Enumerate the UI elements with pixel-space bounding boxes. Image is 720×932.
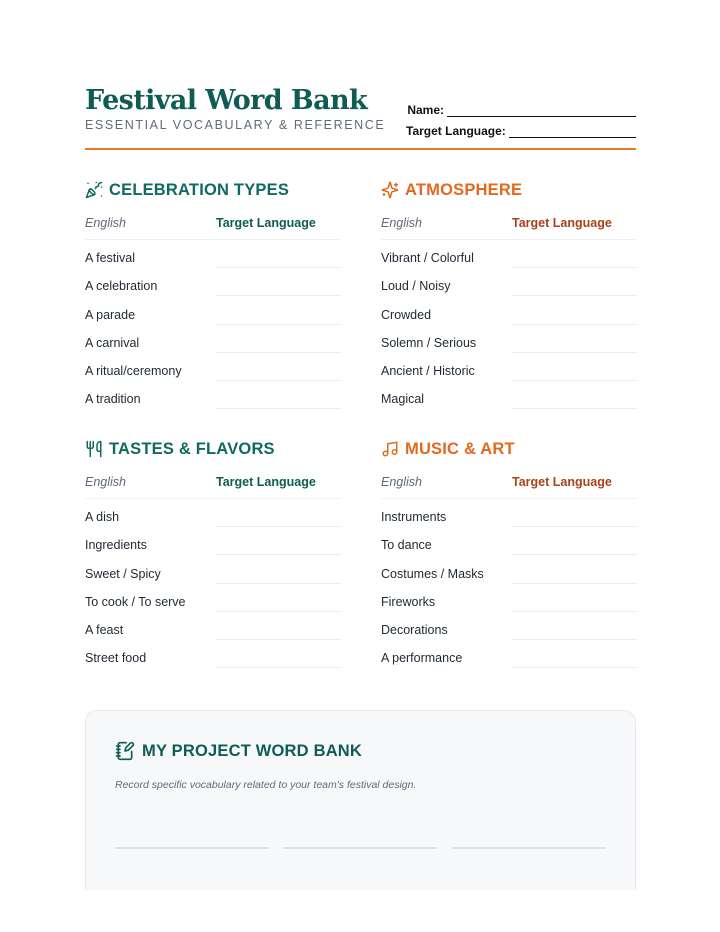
- word-row: [381, 612, 637, 640]
- translation-blank[interactable]: [216, 584, 341, 612]
- word: Ancient / Historic: [381, 363, 475, 378]
- word-row: [381, 555, 637, 583]
- project-word-bank-panel: [85, 710, 636, 910]
- project-description: Record specific vocabulary related to your team's festival design.: [115, 779, 417, 791]
- translation-blank[interactable]: [512, 499, 637, 527]
- word: Solemn / Serious: [381, 335, 477, 350]
- word-row: [85, 527, 341, 555]
- name-input-line[interactable]: [447, 104, 636, 117]
- word: Loud / Noisy: [381, 279, 451, 294]
- word-row: [381, 527, 637, 555]
- project-entry-line[interactable]: [115, 847, 269, 849]
- word: Street food: [85, 651, 147, 666]
- word-row: [381, 353, 637, 381]
- translation-blank[interactable]: [216, 612, 341, 640]
- column-english: English: [381, 216, 422, 230]
- translation-blank[interactable]: [216, 527, 341, 555]
- word: To cook / To serve: [85, 594, 186, 609]
- word: Ingredients: [85, 538, 147, 553]
- translation-blank[interactable]: [216, 240, 341, 268]
- page-title: Festival Word Bank: [85, 85, 368, 116]
- music-note-icon: [381, 440, 399, 458]
- word-row: [85, 499, 341, 527]
- word: Crowded: [381, 307, 432, 322]
- translation-blank[interactable]: [512, 612, 637, 640]
- translation-blank[interactable]: [216, 640, 341, 668]
- page-subtitle: ESSENTIAL VOCABULARY & REFERENCE: [85, 118, 386, 132]
- word-row: [85, 325, 341, 353]
- party-popper-icon: [85, 181, 103, 199]
- word: A ritual/ceremony: [85, 363, 182, 378]
- utensils-icon: [85, 440, 103, 458]
- word-row: [85, 640, 341, 668]
- word-row: [381, 268, 637, 296]
- page-bottom-mask: [0, 890, 720, 932]
- translation-blank[interactable]: [512, 268, 637, 296]
- section-title: MUSIC & ART: [405, 439, 515, 458]
- notebook-pen-icon: [115, 741, 135, 761]
- word: Decorations: [381, 622, 448, 637]
- word: A festival: [85, 251, 136, 266]
- name-label: Name:: [407, 103, 444, 117]
- word-row: [85, 268, 341, 296]
- word: A parade: [85, 307, 136, 322]
- translation-blank[interactable]: [216, 268, 341, 296]
- name-field: [406, 96, 636, 117]
- word: Instruments: [381, 510, 447, 525]
- word-row: [85, 555, 341, 583]
- translation-blank[interactable]: [512, 296, 637, 324]
- target-language-field: [406, 117, 636, 138]
- translation-blank[interactable]: [512, 381, 637, 409]
- section-tastes-flavors: [85, 438, 341, 668]
- word-row: [381, 499, 637, 527]
- target-language-label: Target Language:: [406, 124, 506, 138]
- column-target-language: Target Language: [512, 475, 612, 489]
- word: To dance: [381, 538, 432, 553]
- word: A dish: [85, 510, 120, 525]
- column-english: English: [85, 216, 126, 230]
- word-row: [85, 612, 341, 640]
- word: Magical: [381, 392, 425, 407]
- word-row: [85, 353, 341, 381]
- page-header: [85, 84, 636, 150]
- word-row: [85, 240, 341, 268]
- translation-blank[interactable]: [512, 555, 637, 583]
- word: Sweet / Spicy: [85, 566, 161, 581]
- column-english: English: [381, 475, 422, 489]
- column-english: English: [85, 475, 126, 489]
- column-target-language: Target Language: [512, 216, 612, 230]
- word: A celebration: [85, 279, 158, 294]
- word: A feast: [85, 622, 124, 637]
- word-row: [381, 240, 637, 268]
- translation-blank[interactable]: [512, 640, 637, 668]
- translation-blank[interactable]: [512, 527, 637, 555]
- word-row: [381, 296, 637, 324]
- translation-blank[interactable]: [512, 240, 637, 268]
- word-row: [85, 296, 341, 324]
- section-celebration-types: [85, 179, 341, 409]
- word-row: [85, 381, 341, 409]
- header-divider: [85, 148, 636, 150]
- translation-blank[interactable]: [216, 296, 341, 324]
- section-music-art: [381, 438, 637, 668]
- translation-blank[interactable]: [216, 353, 341, 381]
- column-target-language: Target Language: [216, 475, 316, 489]
- word-row: [381, 584, 637, 612]
- translation-blank[interactable]: [216, 499, 341, 527]
- word-row: [381, 381, 637, 409]
- section-atmosphere: [381, 179, 637, 409]
- project-entry-line[interactable]: [452, 847, 606, 849]
- translation-blank[interactable]: [512, 584, 637, 612]
- word: A carnival: [85, 335, 140, 350]
- column-target-language: Target Language: [216, 216, 316, 230]
- word: Vibrant / Colorful: [381, 251, 474, 266]
- project-entry-line[interactable]: [283, 847, 437, 849]
- translation-blank[interactable]: [216, 381, 341, 409]
- section-title: CELEBRATION TYPES: [109, 180, 290, 199]
- word: Fireworks: [381, 594, 436, 609]
- translation-blank[interactable]: [512, 353, 637, 381]
- student-fields: [406, 96, 636, 138]
- word-row: [381, 640, 637, 668]
- target-language-input-line[interactable]: [509, 125, 636, 138]
- translation-blank[interactable]: [216, 555, 341, 583]
- word: Costumes / Masks: [381, 566, 484, 581]
- section-title: TASTES & FLAVORS: [109, 439, 275, 458]
- word: A tradition: [85, 392, 141, 407]
- word-row: [381, 325, 637, 353]
- project-title: MY PROJECT WORD BANK: [142, 741, 363, 760]
- section-title: ATMOSPHERE: [405, 180, 523, 199]
- word: A performance: [381, 651, 463, 666]
- translation-blank[interactable]: [216, 325, 341, 353]
- translation-blank[interactable]: [512, 325, 637, 353]
- word-row: [85, 584, 341, 612]
- sparkles-icon: [381, 181, 399, 199]
